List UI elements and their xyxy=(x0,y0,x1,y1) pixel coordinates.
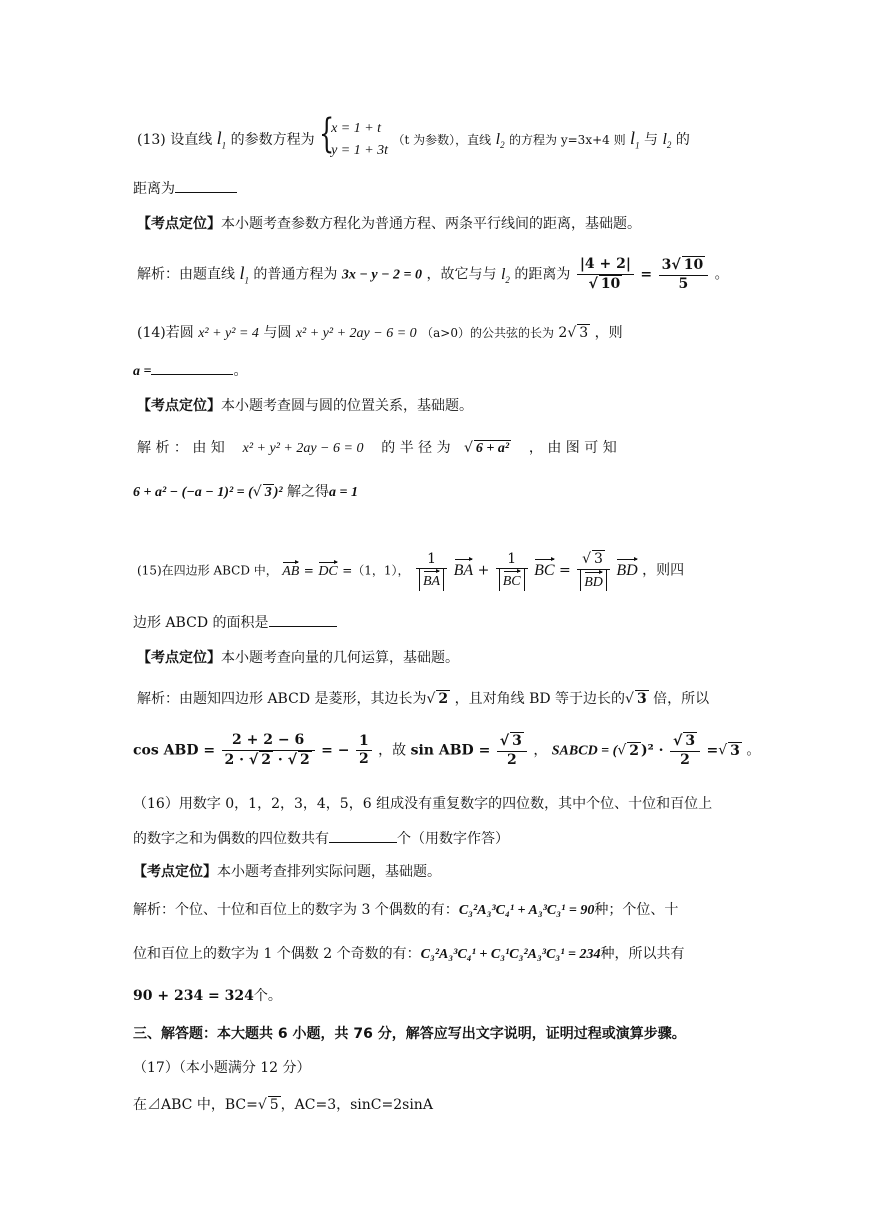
q13-line2: 距离为 xyxy=(133,180,237,198)
q14-solution-line2: 6 + a² − (−a − 1)² = (√ 3 )² 解之得a = 1 xyxy=(133,484,359,500)
q16-solution-line3: 90 + 234 = 324个。 xyxy=(133,988,282,1004)
q15-statement: (15)在四边形 ABCD 中， AB = DC =（1，1）， $\frac{1}{BA}$ BA + $\frac{1}{BC}$ BC = $\frac{√ 3}{BD}$ BD ，则四 xyxy=(137,550,685,590)
q17-title: （17）（本小题满分 12 分） xyxy=(133,1060,311,1076)
q14-point: 【考点定位】本小题考查圆与圆的位置关系，基础题。 xyxy=(137,398,473,414)
parametric-system: { x = 1 + t y = 1 + 3t xyxy=(319,111,389,158)
q13-statement: (13) 设直线 $l_1$ 的参数方程为 { x = 1 + t y = 1 + 3t （t 为参数），直线 $l_2$ 的方程为 y=3x+4 则 $l_1$ 与 $l_2$ 的 xyxy=(137,118,690,162)
q13-point: 【考点定位】本小题考查参数方程化为普通方程、两条平行线间的距离，基础题。 xyxy=(137,216,641,232)
q14-solution-line1: 解 析 ： 由 知 x² + y² + 2ay − 6 = 0 的 半 径 为 √ 6 + a² ， 由 图 可 知 xyxy=(137,440,617,456)
fraction-sin: $\frac{√ 3}{2}$ xyxy=(497,732,527,769)
fraction-ba: $\frac{1}{BA}$ xyxy=(416,551,447,591)
q15-point: 【考点定位】本小题考查向量的几何运算，基础题。 xyxy=(137,650,459,666)
q14-statement: (14)若圆 x² + y² = 4 与圆 x² + y² + 2ay − 6 = 0 （a>0）的公共弦的长为 2√ 3 ，则 xyxy=(137,325,623,341)
fraction-bd: $\frac{√ 3}{BD}$ xyxy=(577,550,610,591)
section-heading: 三、解答题：本大题共 6 小题，共 76 分，解答应写出文字说明，证明过程或演算步骤。 xyxy=(133,1026,686,1042)
q13-solution: 解析：由题直线 $l_1$ 的普通方程为 3x − y − 2 = 0 ，故它与与 $l_2$ 的距离为 $\frac{|4 + 2|}{√ 10}$ = $\frac{3√ 10}{5}$ 。 xyxy=(137,256,729,292)
fraction-area: $\frac{√ 3}{2}$ xyxy=(670,732,700,769)
fraction-distance: $\frac{|4 + 2|}{√ 10}$ xyxy=(577,256,634,293)
q17-text: 在⊿ABC 中，BC=√ 5 ，AC=3，sinC=2sinA xyxy=(133,1097,433,1113)
q16-solution-line1: 解析：个位、十位和百位上的数字为 3 个偶数的有：C₃²A₃³C₄¹ + A₃³C₃¹ = 90种；个位、十 xyxy=(133,902,679,918)
q15-solution-line1: 解析：由题知四边形 ABCD 是菱形，其边长为√ 2 ，且对角线 BD 等于边长的√ 3 倍，所以 xyxy=(137,691,710,707)
fraction-half: $\frac{1}{2}$ xyxy=(356,733,372,769)
q14-line2: a = 。 xyxy=(133,363,248,379)
fraction-cos: $\frac{2 + 2 - 6}{2 \cdot √ 2 \cdot √ 2}$ xyxy=(222,732,315,769)
q16-point: 【考点定位】本小题考查排列实际问题，基础题。 xyxy=(133,864,441,880)
q16-solution-line2: 位和百位上的数字为 1 个偶数 2 个奇数的有：C₃²A₃³C₄¹ + C₃¹C₃²A₃³C₃¹ = 234种，所以共有 xyxy=(133,946,685,962)
fraction-bc: $\frac{1}{BC}$ xyxy=(496,551,528,591)
q16-line2: 的数字之和为偶数的四位数共有 个（用数字作答） xyxy=(133,831,509,847)
q15-solution-line2: cos ABD = $\frac{2 + 2 - 6}{2 \cdot √ 2 \cdot √ 2}$ = − $\frac{1}{2}$ ，故 sin ABD = $\frac{√ 3}{2}$ ， SABCD = (√ 2 )² · $\frac{√ 3}{2}$ =√ 3 。 xyxy=(133,732,761,768)
q16-line1: （16）用数字 0，1，2，3，4，5，6 组成没有重复数字的四位数，其中个位、十位和百位上 xyxy=(133,796,713,812)
fraction-result: $\frac{3√ 10}{5}$ xyxy=(659,256,709,293)
q15-line2: 边形 ABCD 的面积是 xyxy=(133,614,337,632)
